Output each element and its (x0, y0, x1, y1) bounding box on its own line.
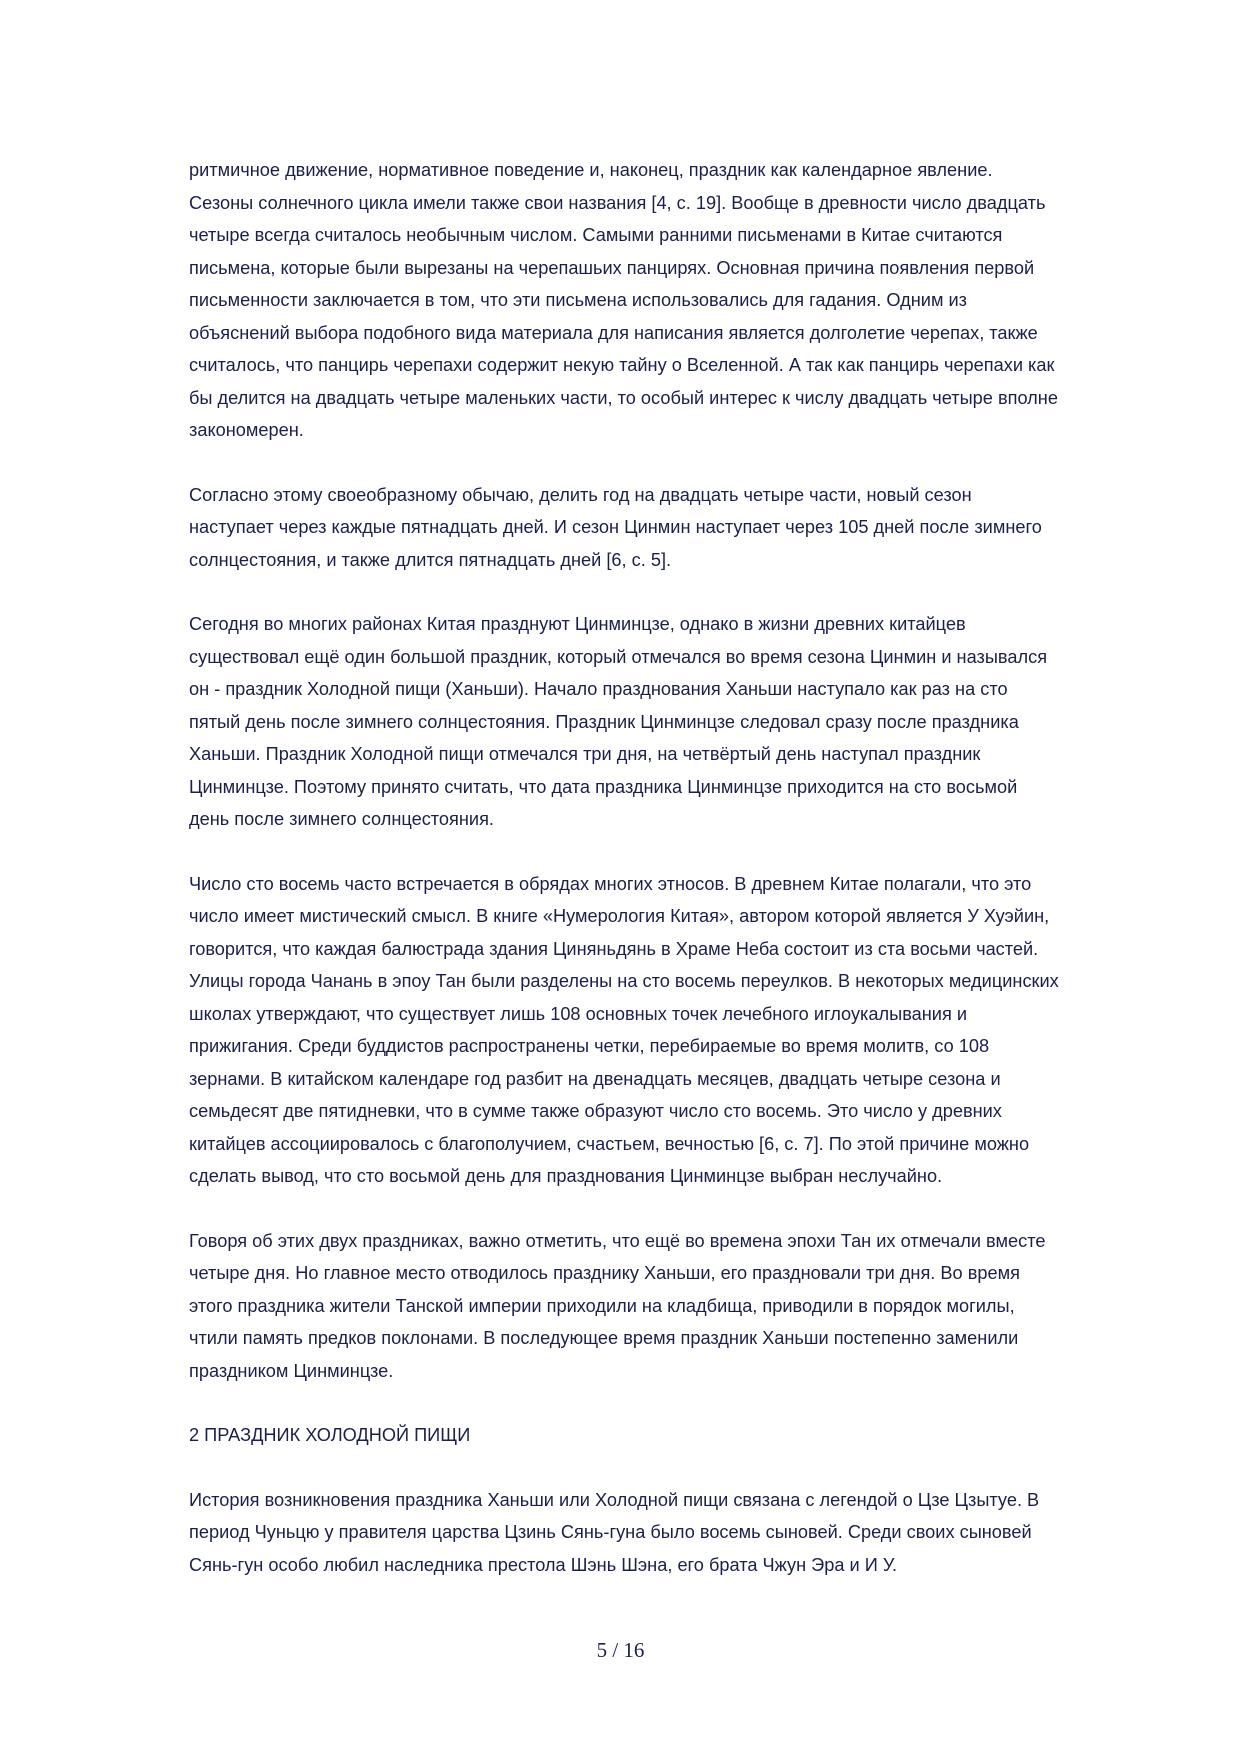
page-content (189, 154, 1059, 1613)
page-number: 5 / 16 (596, 1638, 645, 1662)
section-heading: 2 ПРАЗДНИК ХОЛОДНОЙ ПИЩИ (189, 1425, 471, 1445)
paragraph-2: Согласно этому своеобразному обычаю, делить год на двадцать четыре части, новый сезон наступает через каждые пятнадцать дней. И сезон Цинмин наступает через 105 дней после зимнего солнцестояния, и также длится пятнадцать дней [6, с. 5]. (189, 484, 1042, 570)
paragraph-4: Число сто восемь часто встречается в обрядах многих этносов. В древнем Китае полагали, что это число имеет мистический смысл. В книге «Нумерология Китая», автором которой является У Хуэйин, говорится, что каждая балюстрада здания Циняньдянь в Храме Неба состоит из ста восьми частей. Улицы города Чанань в эпоу Тан были разделены на сто восемь переулков. В некоторых медицинских школах утверждают, что существует лишь 108 основных точек лечебного иглоукалывания и прижигания. Среди буддистов распространены четки, перебираемые во время молитв, со 108 зернами. В китайском календаре год разбит на двенадцать месяцев, двадцать четыре сезона и семьдесят две пятидневки, что в сумме также образуют число сто восемь. Это число у древних китайцев ассоциировалось с благополучием, счастьем, вечностью [6, с. 7]. По этой причине можно сделать вывод, что сто восьмой день для празднования Цинминцзе выбран неслучайно. (189, 873, 1059, 1186)
paragraph-3: Сегодня во многих районах Китая празднуют Цинминцзе, однако в жизни древних китайцев существовал ещё один большой праздник, который отмечался во время сезона Цинмин и назывался он - праздник Холодной пищи (Ханьши). Начало празднования Ханьши наступало как раз на сто пятый день после зимнего солнцестояния. Праздник Цинминцзе следовал сразу после праздника Ханьши. Праздник Холодной пищи отмечался три дня, на четвёртый день наступал праздник Цинминцзе. Поэтому принято считать, что дата праздника Цинминцзе приходится на сто восьмой день после зимнего солнцестояния. (189, 614, 1048, 829)
paragraph-5: Говоря об этих двух праздниках, важно отметить, что ещё во времена эпохи Тан их отмечали вместе четыре дня. Но главное место отводилось празднику Ханьши, его праздновали три дня. Во время этого праздника жители Танской империи приходили на кладбища, приводили в порядок могилы, чтили память предков поклонами. В последующее время праздник Ханьши постепенно заменили праздником Цинминцзе. (189, 1230, 1046, 1381)
section-paragraph: История возникновения праздника Ханьши или Холодной пищи связана с легендой о Цзе Цзытуе. В период Чуньцю у правителя царства Цзинь Сянь-гуна было восемь сыновей. Среди своих сыновей Сянь-гун особо любил наследника престола Шэнь Шэна, его брата Чжун Эра и И У. (189, 1489, 1040, 1575)
paragraph-1: ритмичное движение, нормативное поведение и, наконец, праздник как календарное явление. Сезоны солнечного цикла имели также свои названия [4, с. 19]. Вообще в древности число двадцать четыре всегда считалось необычным числом. Самыми ранними письменами в Китае считаются письмена, которые были вырезаны на черепашьих панцирях. Основная причина появления первой письменности заключается в том, что эти письмена использовались для гадания. Одним из объяснений выбора подобного вида материала для написания является долголетие черепах, также считалось, что панцирь черепахи содержит некую тайну о Вселенной. А так как панцирь черепахи как бы делится на двадцать четыре маленьких части, то особый интерес к числу двадцать четыре вполне закономерен. (189, 160, 1058, 440)
